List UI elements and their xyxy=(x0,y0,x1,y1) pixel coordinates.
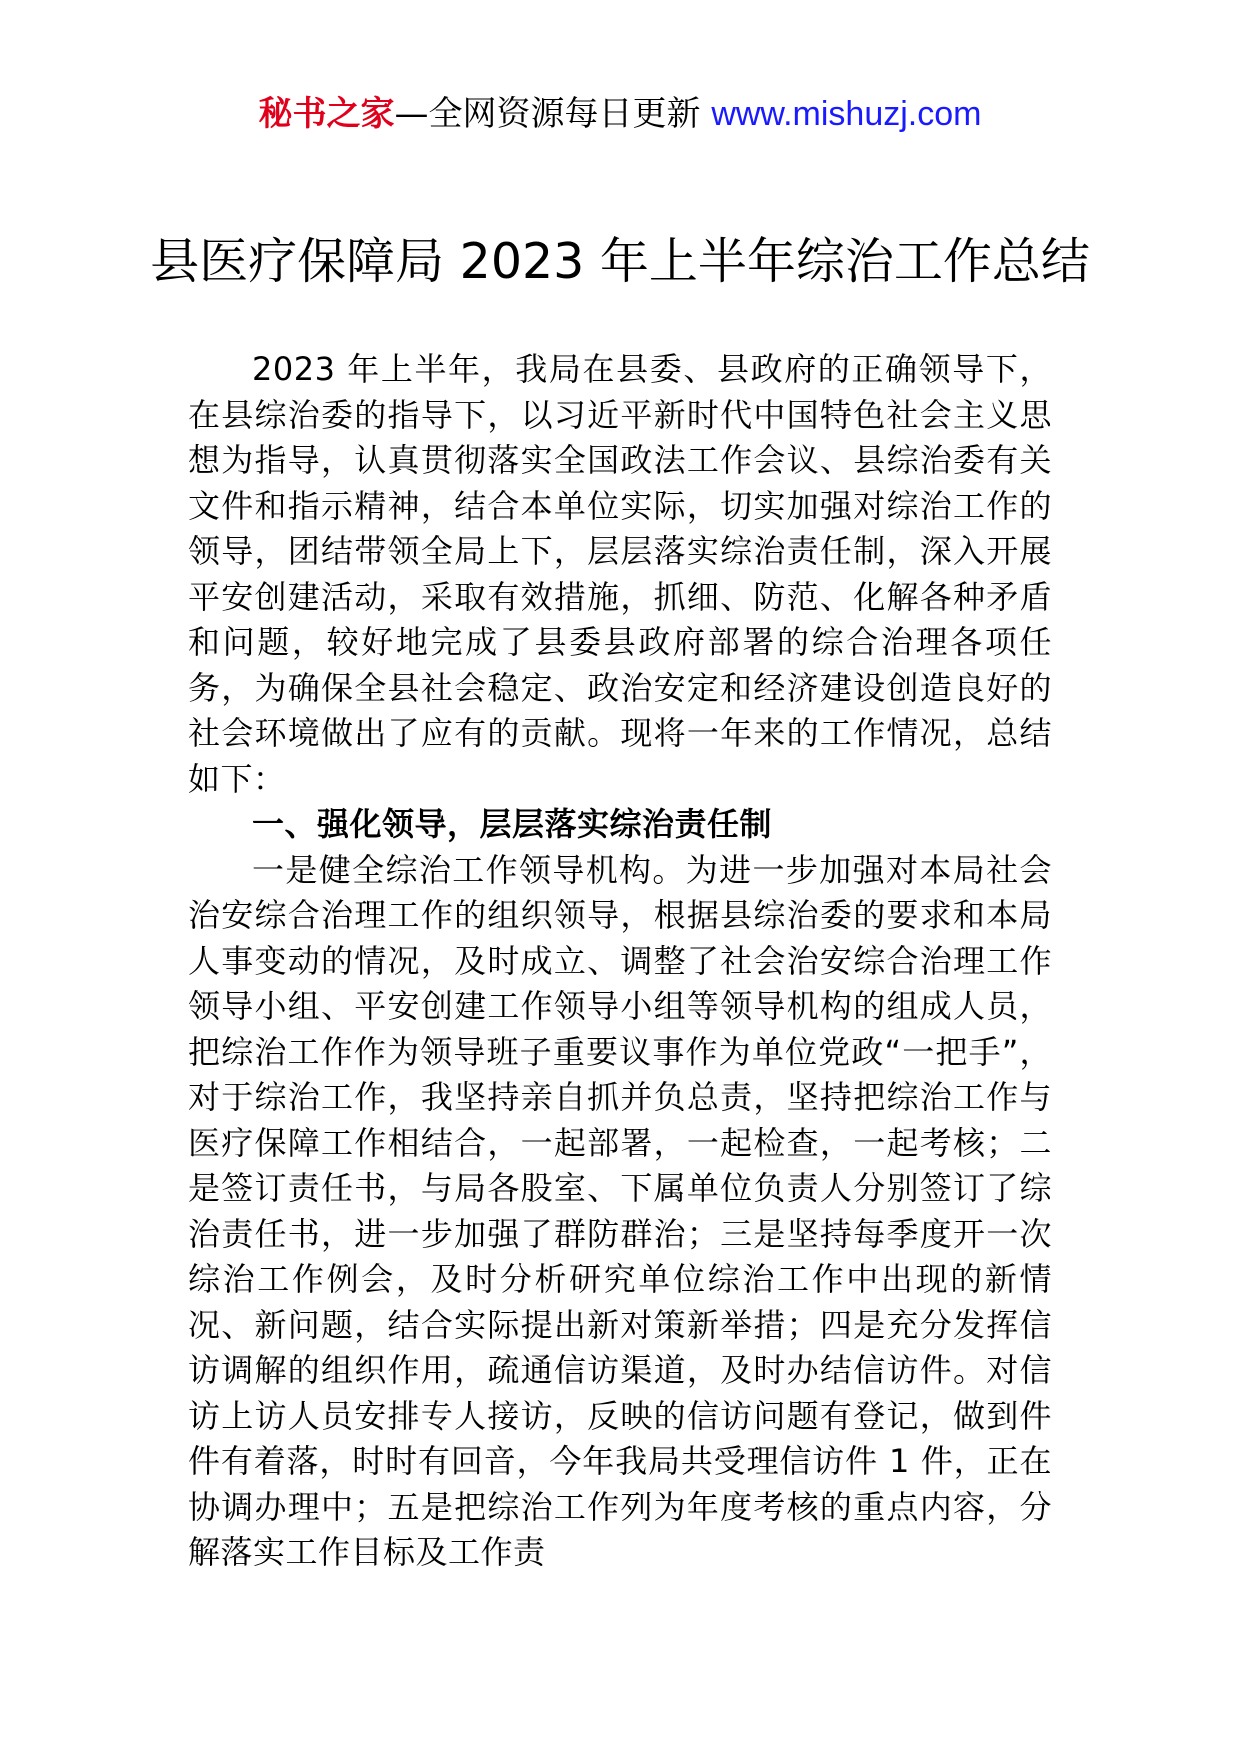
site-banner xyxy=(0,92,1240,136)
banner-brand: 秘书之家 xyxy=(258,94,395,134)
body-paragraph: 一是健全综治工作领导机构。为进一步加强对本局社会治安综合治理工作的组织领导，根据县综治委的要求和本局人事变动的情况，及时成立、调整了社会治安综合治理工作领导小组、平安创建工作领导小组等领导机构的组成人员，把综治工作作为领导班子重要议事作为单位党政“一把手”，对于综治工作，我坚持亲自抓并负总责，坚持把综治工作与医疗保障工作相结合，一起部署，一起检查，一起考核；二是签订责任书，与局各股室、下属单位负责人分别签订了综治责任书，进一步加强了群防群治；三是坚持每季度开一次综治工作例会，及时分析研究单位综治工作中出现的新情况、新问题，结合实际提出新对策新举措；四是充分发挥信访调解的组织作用，疏通信访渠道，及时办结信访件。对信访上访人员安排专人接访，反映的信访问题有登记，做到件件有着落，时时有回音，今年我局共受理信访件 1 件，正在协调办理中；五是把综治工作列为年度考核的重点内容，分解落实工作目标及工作责 xyxy=(188,850,1052,1571)
document-title: 县医疗保障局 2023 年上半年综治工作总结 xyxy=(150,233,1090,290)
banner-tagline: —全网资源每日更新 xyxy=(394,94,701,134)
intro-paragraph: 2023 年上半年，我局在县委、县政府的正确领导下，在县综治委的指导下，以习近平新时代中国特色社会主义思想为指导，认真贯彻落实全国政法工作会议、县综治委有关文件和指示精神，结合本单位实际，切实加强对综治工作的领导，团结带领全局上下，层层落实综治责任制，深入开展平安创建活动，采取有效措施，抓细、防范、化解各种矛盾和问题，较好地完成了县委县政府部署的综合治理各项任务，为确保全县社会稳定、政治安定和经济建设创造良好的社会环境做出了应有的贡献。现将一年来的工作情况，总结如下： xyxy=(188,350,1052,798)
section-heading-1: 一、强化领导，层层落实综治责任制 xyxy=(252,805,773,843)
banner-url: www.mishuzj.com xyxy=(711,95,982,133)
document-body xyxy=(188,347,1052,1576)
